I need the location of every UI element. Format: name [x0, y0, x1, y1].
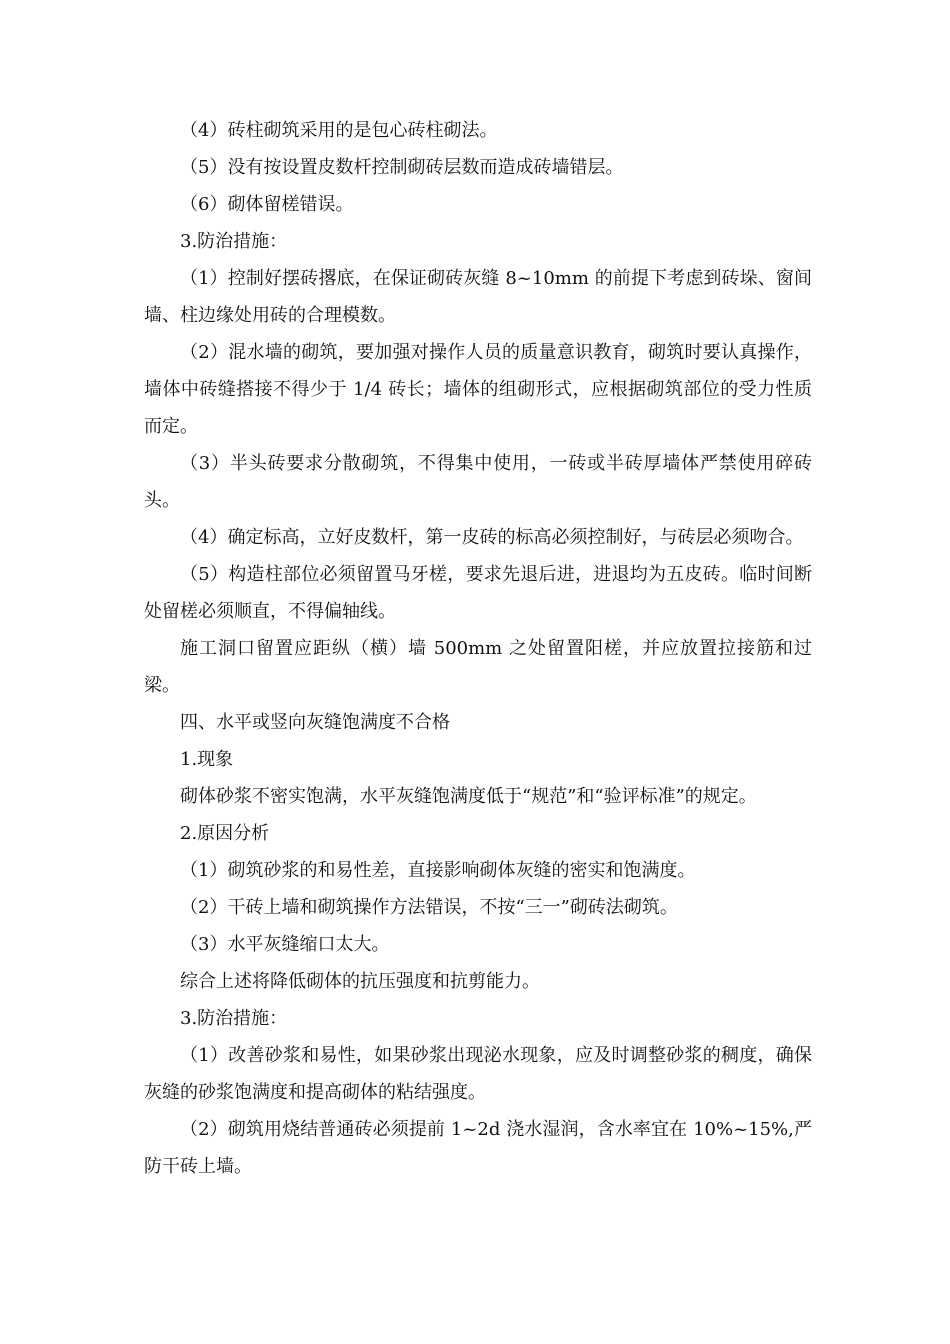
chapter-heading: 四、水平或竖向灰缝饱满度不合格 — [180, 712, 450, 733]
paragraph: （6）砌体留槎错误。 — [180, 194, 354, 215]
paragraph: 综合上述将降低砌体的抗压强度和抗剪能力。 — [180, 971, 540, 992]
paragraph: 砌体砂浆不密实饱满，水平灰缝饱满度低于“规范”和“验评标准”的规定。 — [180, 786, 757, 807]
section-heading: 3.防治措施： — [180, 231, 288, 252]
paragraph: （4）确定标高，立好皮数杆，第一皮砖的标高必须控制好，与砖层必须吻合。 — [180, 527, 804, 548]
paragraph: （1）改善砂浆和易性，如果砂浆出现泌水现象，应及时调整砂浆的稠度，确保灰缝的砂浆饱满度和提高砌体的粘结强度。 — [144, 1045, 812, 1103]
paragraph: （2）混水墙的砌筑，要加强对操作人员的质量意识教育，砌筑时要认真操作，墙体中砖缝搭接不得少于 1/4 砖长；墙体的组砌形式，应根据砌筑部位的受力性质而定。 — [144, 342, 812, 437]
paragraph: （3）半头砖要求分散砌筑，不得集中使用，一砖或半砖厚墙体严禁使用碎砖头。 — [144, 453, 812, 511]
paragraph: （3）水平灰缝缩口太大。 — [180, 934, 390, 955]
paragraph: （5）构造柱部位必须留置马牙槎，要求先退后进，进退均为五皮砖。临时间断处留槎必须顺直，不得偏轴线。 — [144, 564, 812, 622]
paragraph: （2）干砖上墙和砌筑操作方法错误，不按“三一”砌砖法砌筑。 — [180, 897, 678, 918]
paragraph: 施工洞口留置应距纵（横）墙 500mm 之处留置阳槎，并应放置拉接筋和过梁。 — [144, 638, 812, 696]
paragraph: （1）控制好摆砖撂底，在保证砌砖灰缝 8~10mm 的前提下考虑到砖垛、窗间墙、柱边缘处用砖的合理模数。 — [144, 268, 812, 326]
paragraph: （1）砌筑砂浆的和易性差，直接影响砌体灰缝的密实和饱满度。 — [180, 860, 696, 881]
section-heading: 1.现象 — [180, 749, 234, 770]
document-page — [144, 112, 812, 1185]
section-heading: 3.防治措施： — [180, 1008, 288, 1029]
paragraph: （2）砌筑用烧结普通砖必须提前 1~2d 浇水湿润，含水率宜在 10%~15%,严防干砖上墙。 — [144, 1119, 812, 1177]
section-heading: 2.原因分析 — [180, 823, 270, 844]
paragraph: （5）没有按设置皮数杆控制砌砖层数而造成砖墙错层。 — [180, 157, 624, 178]
paragraph: （4）砖柱砌筑采用的是包心砖柱砌法。 — [180, 120, 498, 141]
